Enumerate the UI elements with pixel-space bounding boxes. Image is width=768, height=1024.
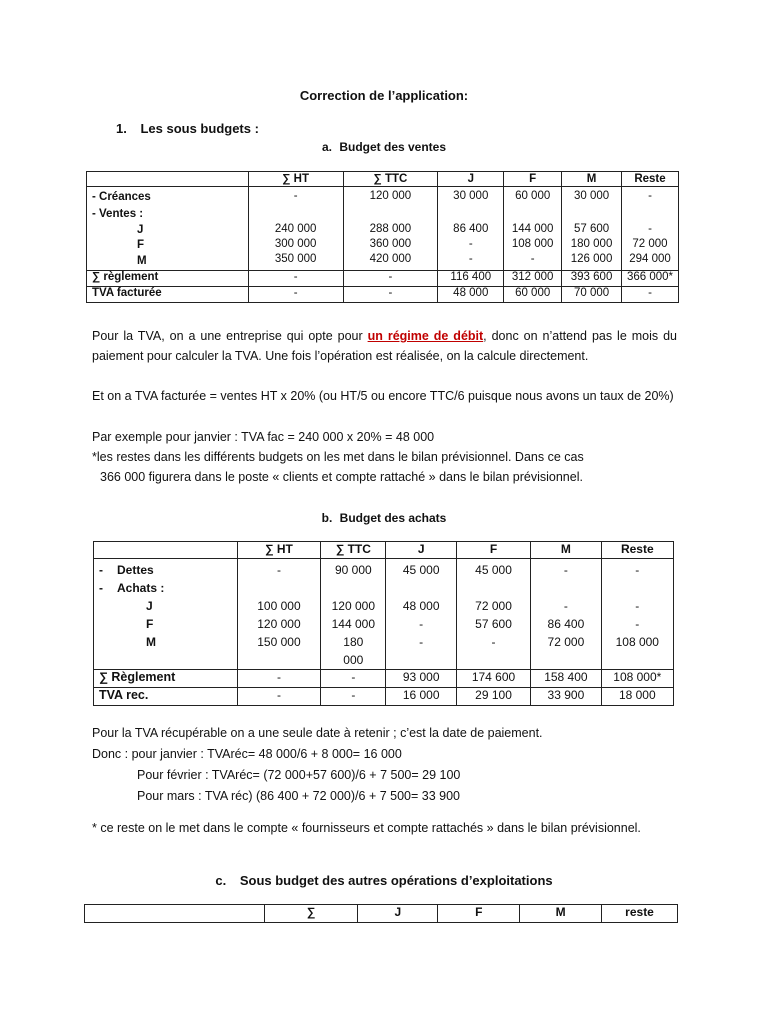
header-cell: ∑ TTC (321, 542, 386, 559)
section-a-number: a. (321, 140, 332, 154)
value: 144 000 (511, 223, 554, 235)
table-cell: - (248, 271, 343, 287)
label-j: J (146, 599, 153, 613)
value: 30 000 (573, 190, 610, 202)
table-cell: - (237, 688, 320, 706)
table-cell: 174 600 (456, 670, 530, 688)
table-cell: 393 600 (562, 271, 622, 287)
label-text: Dettes (117, 563, 154, 577)
tva-label: TVA rec. (94, 688, 238, 706)
regime-debit-highlight: un régime de débit (367, 329, 484, 343)
label-f: F (146, 617, 154, 631)
value: 108 000 (615, 635, 659, 649)
fournisseurs-note: * ce reste on le met dans le compte « fournisseurs et compte rattachés » dans le bilan prévisionnel. (92, 821, 641, 835)
value: - (293, 190, 298, 202)
j-cell (386, 559, 456, 670)
restes-note-line: *les restes dans les différents budgets on les met dans le bilan prévisionnel. Dans ce cas (92, 450, 584, 464)
value: - (563, 563, 568, 577)
table-row (87, 187, 679, 271)
value: 120 000 (369, 190, 412, 202)
label-creances: - Créances (92, 191, 151, 203)
label-text: Achats : (117, 581, 165, 595)
header-cell: ∑ (264, 905, 358, 923)
value: 120 000 (331, 599, 376, 613)
tva-label: TVA facturée (87, 287, 249, 303)
table-cell: 366 000* (622, 271, 679, 287)
section-b-label: Budget des achats (339, 511, 447, 525)
value: 294 000 (629, 253, 671, 265)
header-cell: J (386, 542, 456, 559)
page-title: Correction de l’application: (299, 88, 469, 103)
value: - (276, 563, 281, 577)
value: - (419, 635, 424, 649)
value: - (635, 617, 640, 631)
value: 350 000 (274, 253, 317, 265)
value: 57 600 (475, 617, 512, 631)
value: 150 000 (257, 635, 301, 649)
value: - (648, 190, 652, 202)
value: - (468, 253, 473, 265)
header-cell (87, 172, 249, 187)
value: 90 000 (334, 563, 372, 577)
j-cell (438, 187, 504, 271)
m-cell (531, 559, 601, 670)
section-a-heading (0, 140, 768, 154)
section-c-number: c. (215, 873, 227, 888)
value: 45 000 (475, 563, 512, 577)
label-j: J (137, 224, 144, 236)
section-a-label: Budget des ventes (339, 140, 447, 154)
table-row (87, 271, 679, 287)
value: 86 400 (453, 223, 489, 235)
value: 180 000 (570, 238, 613, 250)
value: 100 000 (257, 599, 301, 613)
header-cell (85, 905, 265, 923)
table-cell: 16 000 (386, 688, 456, 706)
table-header-row (87, 172, 679, 187)
header-cell: F (456, 542, 530, 559)
value: 126 000 (570, 253, 613, 265)
m-cell (562, 187, 622, 271)
value: - (635, 599, 640, 613)
value: 57 600 (573, 223, 610, 235)
header-cell: ∑ HT (248, 172, 343, 187)
paragraph-text: Pour la TVA, on a une entreprise qui opte pour (92, 329, 368, 343)
f-cell (456, 559, 530, 670)
table-cell: 29 100 (456, 688, 530, 706)
value: 360 000 (369, 238, 412, 250)
label-ventes: - Ventes : (92, 208, 144, 220)
header-cell: M (531, 542, 601, 559)
tva-example-line: Par exemple pour janvier : TVA fac = 240 000 x 20% = 48 000 (92, 430, 435, 444)
table-cell: 18 000 (601, 688, 673, 706)
tva-fevrier-line: Pour février : TVAréc= (72 000+57 600)/6 + 7 500= 29 100 (137, 768, 461, 782)
value: - (648, 223, 652, 235)
reste-cell (601, 559, 673, 670)
tva-mars-line: Pour mars : TVA réc) (86 400 + 72 000)/6 + 7 500= 33 900 (137, 789, 461, 803)
section-1-number: 1. (116, 121, 127, 136)
header-cell: ∑ TTC (343, 172, 438, 187)
value: 72 000 (547, 635, 585, 649)
value: 108 000 (511, 238, 554, 250)
restes-note-line-2: 366 000 figurera dans le poste « clients et compte rattaché » dans le bilan prévisionnel. (100, 470, 583, 484)
table-cell: 158 400 (531, 670, 601, 688)
label-m: M (146, 635, 156, 649)
section-c-label: Sous budget des autres opérations d’exploitations (239, 873, 553, 888)
ht-cell (248, 187, 343, 271)
value: - (468, 238, 473, 250)
table-cell: 93 000 (386, 670, 456, 688)
value: 86 400 (547, 617, 585, 631)
row-labels-cell (87, 187, 249, 271)
table-cell: - (622, 287, 679, 303)
value: 240 000 (274, 223, 317, 235)
label-dettes (99, 561, 234, 579)
value: 000 (343, 653, 364, 667)
value: 48 000 (402, 599, 440, 613)
table-header-row (85, 905, 678, 923)
tva-formula-line: Et on a TVA facturée = ventes HT x 20% (ou HT/5 ou encore TTC/6 puisque nous avons un taux de 20%) (92, 389, 674, 403)
value: 45 000 (402, 563, 440, 577)
value: 420 000 (369, 253, 412, 265)
tva-janvier-line: Donc : pour janvier : TVAréc= 48 000/6 + 8 000= 16 000 (92, 747, 402, 761)
value: 60 000 (515, 190, 551, 202)
reglement-label: ∑ règlement (87, 271, 249, 287)
value: 30 000 (453, 190, 489, 202)
other-operations-table (84, 904, 678, 923)
label-achats (99, 579, 234, 597)
header-cell: M (562, 172, 622, 187)
header-cell: M (520, 905, 602, 923)
paragraph-text: , donc on n’attend pas le mois du paiement pour calculer la TVA. Une fois l’opération est réalisée, on la calcule directement. (92, 329, 677, 363)
header-cell: J (438, 172, 504, 187)
label-f: F (137, 239, 145, 251)
purchases-budget-table (93, 541, 674, 706)
value: 180 (343, 635, 364, 649)
table-cell: - (343, 271, 438, 287)
f-cell (504, 187, 562, 271)
value: - (419, 617, 424, 631)
header-cell: F (438, 905, 520, 923)
value: 300 000 (274, 238, 317, 250)
table-cell: 33 900 (531, 688, 601, 706)
dash: - (99, 581, 103, 595)
section-c-heading (0, 873, 768, 888)
table-cell: 60 000 (504, 287, 562, 303)
section-b-number: b. (321, 511, 333, 525)
header-cell (94, 542, 238, 559)
dash: - (99, 563, 103, 577)
table-row (87, 287, 679, 303)
table-cell: - (248, 287, 343, 303)
section-b-heading (0, 511, 768, 525)
header-cell: J (358, 905, 438, 923)
header-cell: Reste (601, 542, 673, 559)
header-cell: Reste (622, 172, 679, 187)
table-row (94, 688, 674, 706)
row-labels-cell (94, 559, 238, 670)
value: - (491, 635, 496, 649)
value: 72 000 (475, 599, 512, 613)
sales-budget-table (86, 171, 679, 303)
table-cell: - (321, 688, 386, 706)
tva-recuperable-line: Pour la TVA récupérable on a une seule date à retenir ; c’est la date de paiement. (92, 726, 543, 740)
value: 120 000 (257, 617, 301, 631)
value: 288 000 (369, 223, 412, 235)
ttc-cell (343, 187, 438, 271)
table-cell: - (237, 670, 320, 688)
section-1-label: Les sous budgets : (140, 121, 259, 136)
table-header-row (94, 542, 674, 559)
table-cell: 70 000 (562, 287, 622, 303)
section-1-heading (116, 121, 259, 136)
ttc-cell (321, 559, 386, 670)
header-cell: F (504, 172, 562, 187)
value: - (635, 563, 640, 577)
header-cell: reste (602, 905, 678, 923)
ht-cell (237, 559, 320, 670)
table-cell: 48 000 (438, 287, 504, 303)
value: 72 000 (632, 238, 668, 250)
value: - (530, 253, 535, 265)
header-cell: ∑ HT (237, 542, 320, 559)
value: 144 000 (331, 617, 376, 631)
table-row (94, 670, 674, 688)
reglement-label: ∑ Règlement (94, 670, 238, 688)
table-cell: - (343, 287, 438, 303)
table-cell: 116 400 (438, 271, 504, 287)
table-cell: - (321, 670, 386, 688)
table-cell: 108 000* (601, 670, 673, 688)
tva-paragraph (92, 326, 677, 366)
table-cell: 312 000 (504, 271, 562, 287)
value: - (563, 599, 568, 613)
table-row (94, 559, 674, 670)
label-m: M (137, 255, 147, 267)
reste-cell (622, 187, 679, 271)
